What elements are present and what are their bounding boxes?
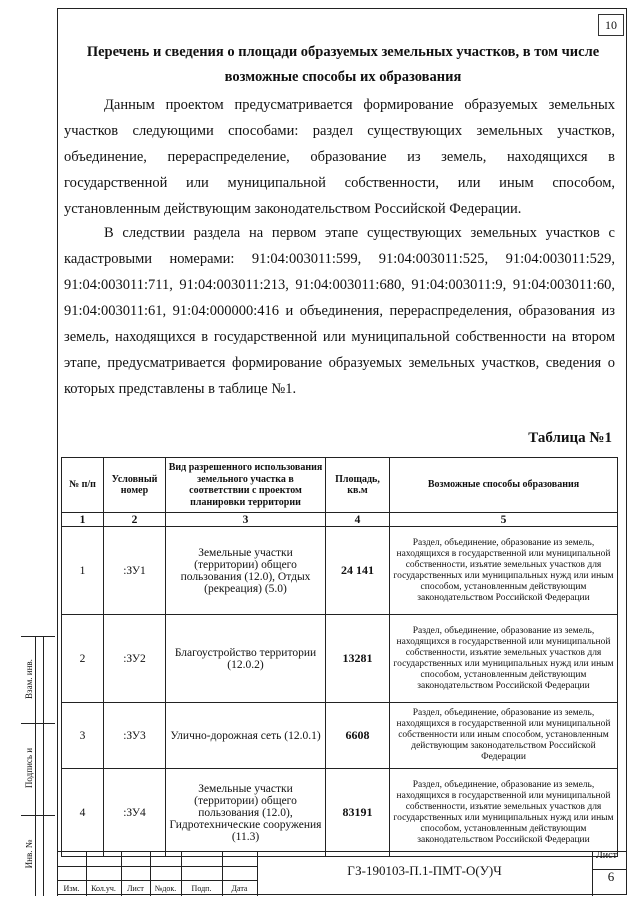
header-use: Вид разрешенного использования земельного участка в соответствии с проектом планировки территории <box>166 458 326 513</box>
row-number: 2 <box>62 615 104 703</box>
paragraph-2: В следствии раздела на первом этапе существующих земельных участков с кадастровыми номерами: 91:04:003011:599, 91:04:003011:525, 91:04:003011:529, 91:04:003011:711, 91:04:003011:213, 91:04:003011:680, 91:04:003011:9, 91:04:003011:60, 91:04:003011:61, 91:04:000000:416 и объединения, перераспределения, образования из земель, находящихся в государственной или муниципальной собственности на втором этапе, предусматривается формирование образуемых земельных участков, сведения о которых представлены в таблице №1. <box>64 225 615 397</box>
row-code: :ЗУ1 <box>104 527 166 615</box>
row-use: Земельные участки (территории) общего пользования (12.0), Гидротехнические сооружения (11.3) <box>166 769 326 857</box>
col-number: 2 <box>104 513 166 527</box>
row-code: :ЗУ4 <box>104 769 166 857</box>
stamp-col-count: Кол.уч. <box>91 884 116 893</box>
row-number: 1 <box>62 527 104 615</box>
stamp-line <box>57 866 257 867</box>
header-area: Площадь, кв.м <box>326 458 390 513</box>
land-plots-table <box>61 457 618 857</box>
document-code: ГЗ-190103-П.1-ПМТ-О(У)Ч <box>347 863 502 878</box>
stamp-line <box>57 880 257 881</box>
row-code: :ЗУ3 <box>104 703 166 769</box>
stamp-col-signature: Подп. <box>191 884 212 893</box>
row-use: Улично-дорожная сеть (12.0.1) <box>166 703 326 769</box>
stamp-col-date: Дата <box>231 884 248 893</box>
table-caption: Таблица №1 <box>528 430 612 446</box>
header-ways: Возможные способы образования <box>390 458 618 513</box>
table-row <box>62 769 618 857</box>
stamp-col-change: Изм. <box>63 884 80 893</box>
row-area: 24 141 <box>326 527 390 615</box>
row-area: 6608 <box>326 703 390 769</box>
header-code: Условный номер <box>104 458 166 513</box>
row-area: 83191 <box>326 769 390 857</box>
row-number: 4 <box>62 769 104 857</box>
col-number: 5 <box>390 513 618 527</box>
table-row <box>62 703 618 769</box>
row-ways: Раздел, объединение, образование из земель, находящихся в государственной или муниципальной собственности или иным способом, установленным действующим законодательством Российской Федерации <box>390 703 618 769</box>
stamp-line <box>592 852 593 896</box>
paragraph-1: Данным проектом предусматривается формирование образуемых земельных участков следующими способами: раздел существующих земельных участков, объединение, перераспределение, образование из земель, находящихся в государственной или муниципальной собственности, или иным способом, установленным действующим законодательством Российской Федерации. <box>64 97 615 217</box>
row-number: 3 <box>62 703 104 769</box>
side-label-inv-number: Инв. № <box>24 839 34 869</box>
section-title: Перечень и сведения о площади образуемых земельных участков, в том числе возможные способы их образования <box>86 44 600 85</box>
row-area: 13281 <box>326 615 390 703</box>
header-number: № п/п <box>62 458 104 513</box>
stamp-line <box>257 852 258 896</box>
row-code: :ЗУ2 <box>104 615 166 703</box>
sheet-number: 6 <box>607 869 615 884</box>
table-row <box>62 527 618 615</box>
row-use: Благоустройство территории (12.0.2) <box>166 615 326 703</box>
col-number: 1 <box>62 513 104 527</box>
page-number: 10 <box>598 14 624 36</box>
side-label-signature: Подпись и <box>24 747 34 789</box>
side-label-replacement-inv: Взам. инв. <box>24 659 34 699</box>
row-use: Земельные участки (территории) общего пользования (12.0), Отдых (рекреация) (5.0) <box>166 527 326 615</box>
table-row <box>62 615 618 703</box>
row-ways: Раздел, объединение, образование из земель, находящихся в государственной или муниципальной собственности, изъятие земельных участков для государственных или муниципальных нужд или иным способом, установленным действующим законодательством Российской Федерации <box>390 615 618 703</box>
stamp-col-doc: №док. <box>154 884 177 893</box>
stamp-col-sheet: Лист <box>127 884 144 893</box>
col-number: 3 <box>166 513 326 527</box>
col-number: 4 <box>326 513 390 527</box>
row-ways: Раздел, объединение, образование из земель, находящихся в государственной или муниципальной собственности, изъятие земельных участков для государственных или муниципальных нужд или иным способом, установленным действующим законодательством Российской Федерации <box>390 769 618 857</box>
side-stamp-line <box>43 637 56 896</box>
side-stamp <box>21 636 55 896</box>
sheet-label: Лист <box>596 850 617 861</box>
row-ways: Раздел, объединение, образование из земель, находящихся в государственной или муниципальной собственности, изъятие земельных участков для государственных или муниципальных нужд или иным способом, установленным действующим законодательством Российской Федерации <box>390 527 618 615</box>
